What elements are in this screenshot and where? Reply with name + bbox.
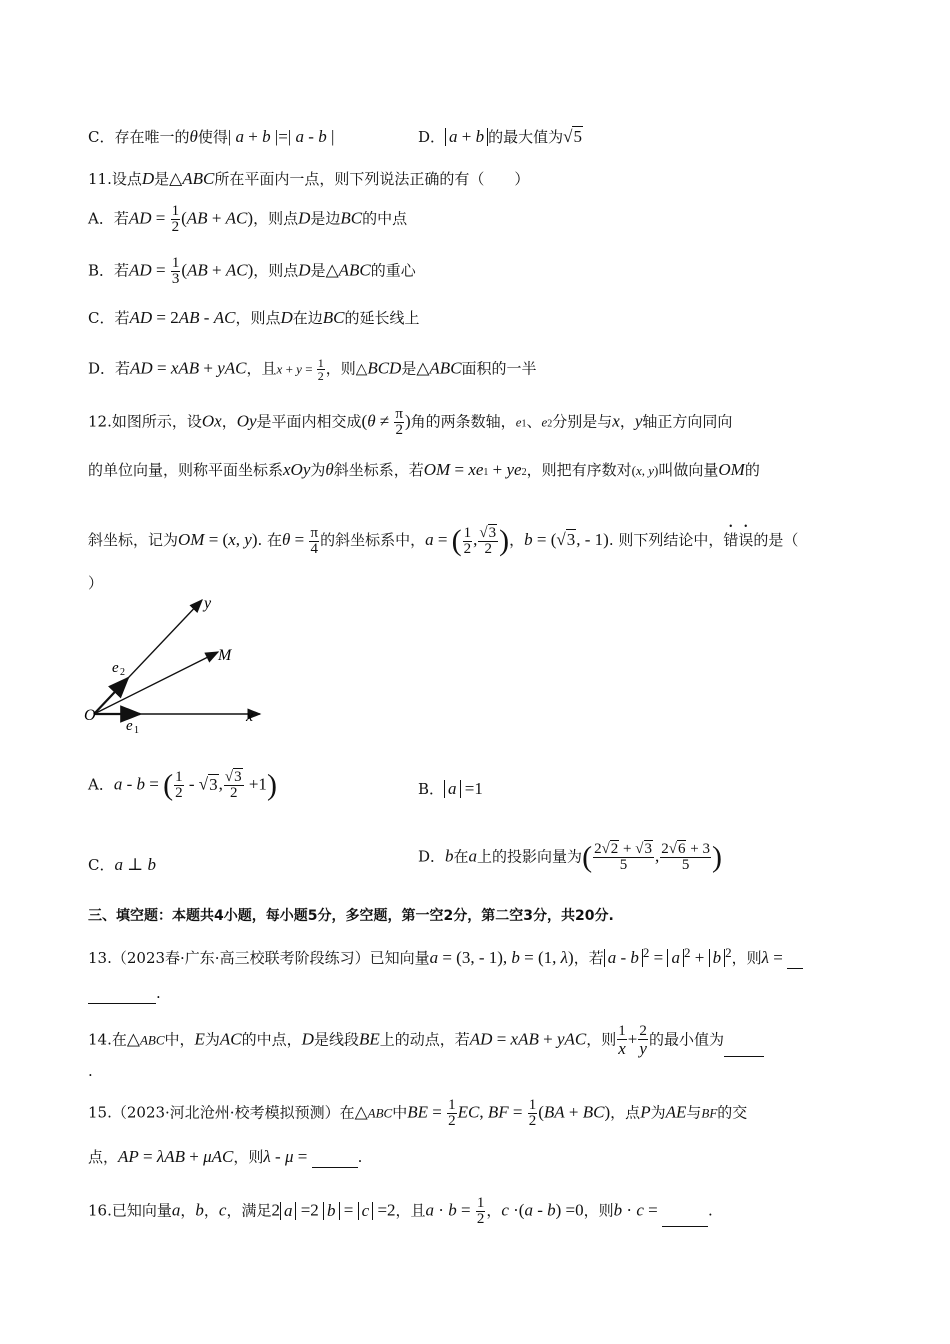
q10-option-d: D． a + b 的最大值为√5 — [418, 127, 582, 146]
stem-text: 11.设点 — [88, 170, 142, 188]
stem-text: 角的两条数轴， — [410, 412, 516, 431]
option-label: D． — [418, 128, 446, 146]
stem-text: ，若 — [573, 949, 604, 967]
q11-option-a: A．若AD = $\frac{1}{2}$ (AB + AC)，则点D是边BC的中点 — [88, 203, 408, 235]
option-text: 若 — [114, 261, 130, 280]
q14-line-2 — [88, 1060, 870, 1082]
q15-line-2: 点，AP = λAB + μAC，则λ - μ = . — [88, 1147, 363, 1166]
stem-text: 12.如图所示，设 — [88, 412, 202, 431]
stem-text: 斜坐标，记为 — [88, 531, 179, 549]
stem-text: 轴正方向同向 — [642, 412, 733, 431]
stem-text: ，则把有序数对 — [526, 461, 632, 479]
option-label: D． — [88, 359, 116, 378]
answer-blank[interactable] — [312, 1167, 358, 1168]
label-e2: e — [112, 660, 119, 676]
stem-text: ，则 — [586, 1030, 617, 1049]
stem-text: 中， — [164, 1030, 195, 1049]
answer-blank[interactable] — [662, 1226, 708, 1227]
stem-text: . — [156, 984, 161, 1002]
option-label: C． — [88, 309, 115, 327]
q12-line-2: 的单位向量，则称平面坐标系xOy为θ斜坐标系，若OM = xe1 + ye2，则把有序数对(x, y)叫做向量OM的 — [88, 460, 760, 479]
stem-text: 的 — [744, 461, 760, 479]
stem-text: 的最小值为 — [648, 1030, 724, 1049]
option-text: 若 — [115, 359, 131, 378]
stem-text: 是平面内相交成 — [256, 412, 362, 431]
stem-text: 为 — [310, 461, 326, 479]
option-text: ，且 — [246, 359, 277, 378]
option-label: B． — [88, 261, 115, 280]
stem-text: 所在平面内一点，则下列说法正确的有（ ） — [214, 170, 530, 188]
answer-blank[interactable] — [787, 968, 803, 969]
option-label: D． — [418, 847, 446, 866]
stem-text: ，则 — [233, 1148, 264, 1166]
q15-line-1: 15.（2023·河北沧州·校考模拟预测）在△ABC中BE = $\frac{1}{2}$ EC, BF = $\frac{1}{2}$ (BA + BC)，点P为AE与BF的交 — [88, 1097, 748, 1129]
stem-text: ，满足 — [226, 1201, 272, 1220]
q11-stem: 11.设点D是△ABC所在平面内一点，则下列说法正确的有（ ） — [88, 169, 530, 188]
stem-text: 的单位向量，则称平面坐标系 — [88, 461, 284, 479]
stem-text: 为 — [204, 1030, 220, 1049]
stem-text: . — [707, 1201, 713, 1220]
stem-text: 点， — [88, 1148, 119, 1166]
option-text: 是 — [310, 261, 326, 280]
stem-text: 上的动点，若 — [379, 1030, 470, 1049]
stem-text: 分别是与 — [552, 412, 613, 431]
section-3-title — [88, 904, 870, 927]
q16-line-1: 16.已知向量a，b，c，满足2 a =2 b = c =2，且a · b = $\frac{1}{2}$ ，c ·(a - b) =0，则b · c = . — [88, 1195, 713, 1227]
option-text: ，则点 — [253, 261, 299, 280]
stem-text: ） — [88, 574, 104, 592]
stem-text: 的中点， — [241, 1030, 302, 1049]
stem-text: ，点 — [610, 1103, 641, 1122]
label-o: O — [84, 707, 96, 724]
option-text: ，则△ — [325, 359, 368, 378]
q12-option-b: B． a =1 — [418, 779, 483, 798]
label-m: M — [218, 647, 232, 664]
stem-text: 的交 — [717, 1103, 748, 1122]
option-text: 使得 — [197, 128, 228, 146]
label-x: x — [246, 708, 254, 725]
option-text: 存在唯一的 — [114, 128, 190, 146]
option-text: 是 — [401, 359, 417, 378]
oblique-coordinate-figure — [80, 590, 280, 740]
stem-text: 14.在 — [88, 1030, 127, 1049]
option-text: 的延长线上 — [344, 309, 420, 327]
stem-text: ，则 — [731, 949, 762, 967]
option-label: B． — [418, 780, 445, 798]
q12-option-a: A．a - b = ( $\frac{1}{2}$ - √3, $\frac{√3}{2}$ +1) — [88, 768, 277, 802]
option-text: 是边 — [310, 209, 341, 228]
stem-text: 是线段 — [313, 1030, 359, 1049]
stem-text: ， — [619, 412, 635, 431]
stem-text: 16.已知向量 — [88, 1201, 172, 1220]
option-text: 上的投影向量为 — [477, 847, 583, 866]
option-label: A． — [88, 775, 114, 794]
label-e1: e — [126, 718, 133, 734]
label-y: y — [204, 595, 212, 612]
stem-text: 与 — [686, 1103, 702, 1122]
option-label: C． — [88, 128, 115, 146]
q12-line-3: 斜坐标，记为OM = (x, y). 在θ = $\frac{\pi}{4}$ 的斜坐标系中，a = ( $\frac{1}{2}$ , $\frac{√3}{2}$ )，b = (√3, - 1). 则下列结论中，错误的是（ — [88, 524, 799, 557]
q11-option-c: C．若AD = 2AB - AC，则点D在边BC的延长线上 — [88, 308, 420, 327]
stem-text: 中 — [392, 1103, 408, 1122]
stem-text: ， — [203, 1201, 219, 1220]
option-text: 的最大值为 — [488, 128, 564, 146]
option-text: 的中点 — [362, 209, 408, 228]
stem-text: 斜坐标系，若 — [333, 461, 424, 479]
option-text: 面积的一半 — [461, 359, 537, 378]
option-text: ，则点 — [253, 209, 299, 228]
label-e1-sub: 1 — [134, 725, 139, 736]
stem-text: 15.（2023·河北沧州·校考模拟预测）在 — [88, 1103, 355, 1122]
stem-text: ， — [486, 1201, 502, 1220]
option-text: 若 — [113, 209, 129, 228]
label-e2-sub: 2 — [120, 667, 125, 678]
emphasis-text: 错误 — [723, 531, 754, 549]
stem-text: . 在 — [257, 531, 283, 549]
answer-blank-continued[interactable] — [88, 1003, 156, 1004]
option-text: 在边 — [292, 309, 323, 327]
option-label: A． — [88, 209, 114, 228]
option-text: ，则点 — [235, 309, 281, 327]
stem-text: . 则下列结论中， — [608, 531, 724, 549]
stem-text: 的斜坐标系中， — [320, 531, 426, 549]
q10-option-c: C．存在唯一的θ使得| a + b |=| a - b | — [88, 127, 335, 146]
stem-text: ，则 — [583, 1201, 614, 1220]
stem-text: 叫做向量 — [658, 461, 719, 479]
stem-text: ， — [221, 412, 237, 431]
stem-text: . — [357, 1148, 363, 1166]
stem-text: ， — [180, 1201, 196, 1220]
stem-text: 、 — [526, 412, 542, 431]
stem-text: 13.（2023春·广东·高三校联考阶段练习）已知向量 — [88, 949, 430, 967]
q12-option-d: D．b在a上的投影向量为( $\frac{2√2 + √3}{5}$ , $\frac{2√6 + 3}{5}$ ) — [418, 840, 722, 874]
q14-line-1: 14.在△ABC中，E为AC的中点，D是线段BE上的动点，若AD = xAB + yAC，则 $\frac{1}{x}$ + $\frac{2}{y}$ 的最小值为 — [88, 1024, 870, 1057]
stem-text: 为 — [650, 1103, 666, 1122]
stem-text: ， — [509, 531, 525, 549]
stem-text: 的是（ — [753, 531, 799, 549]
option-text: 若 — [114, 309, 130, 327]
q11-option-d: D．若AD = xAB + yAC，且x + y = $\frac{1}{2}$ ，则△BCD是△ABC面积的一半 — [88, 356, 537, 383]
stem-text: . — [88, 1062, 93, 1080]
stem-text: ，且 — [395, 1201, 426, 1220]
option-label: C． — [88, 856, 115, 874]
q11-option-b: B．若AD = $\frac{1}{3}$ (AB + AC)，则点D是△ABC的重心 — [88, 255, 416, 287]
stem-text: 是 — [154, 170, 170, 188]
q13-line-1: 13.（2023春·广东·高三校联考阶段练习）已知向量a = (3, - 1), b = (1, λ)，若 a - b 2 = a 2 + b 2，则λ = — [88, 942, 870, 969]
answer-blank[interactable] — [724, 1056, 764, 1057]
option-text: 的重心 — [370, 261, 416, 280]
q13-line-2 — [88, 982, 870, 1004]
option-text: 在 — [453, 847, 469, 866]
e2-vector — [94, 678, 128, 714]
section-title: 三、填空题：本题共4小题，每小题5分，多空题，第一空2分，第二空3分，共20分. — [88, 908, 614, 924]
q12-line-1: 12.如图所示，设Ox，Oy是平面内相交成(θ ≠ $\frac{\pi}{2}$ )角的两条数轴，e1、e2分别是与x，y轴正方向同向 — [88, 406, 733, 438]
q12-option-c: C．a ⊥ b — [88, 855, 156, 874]
